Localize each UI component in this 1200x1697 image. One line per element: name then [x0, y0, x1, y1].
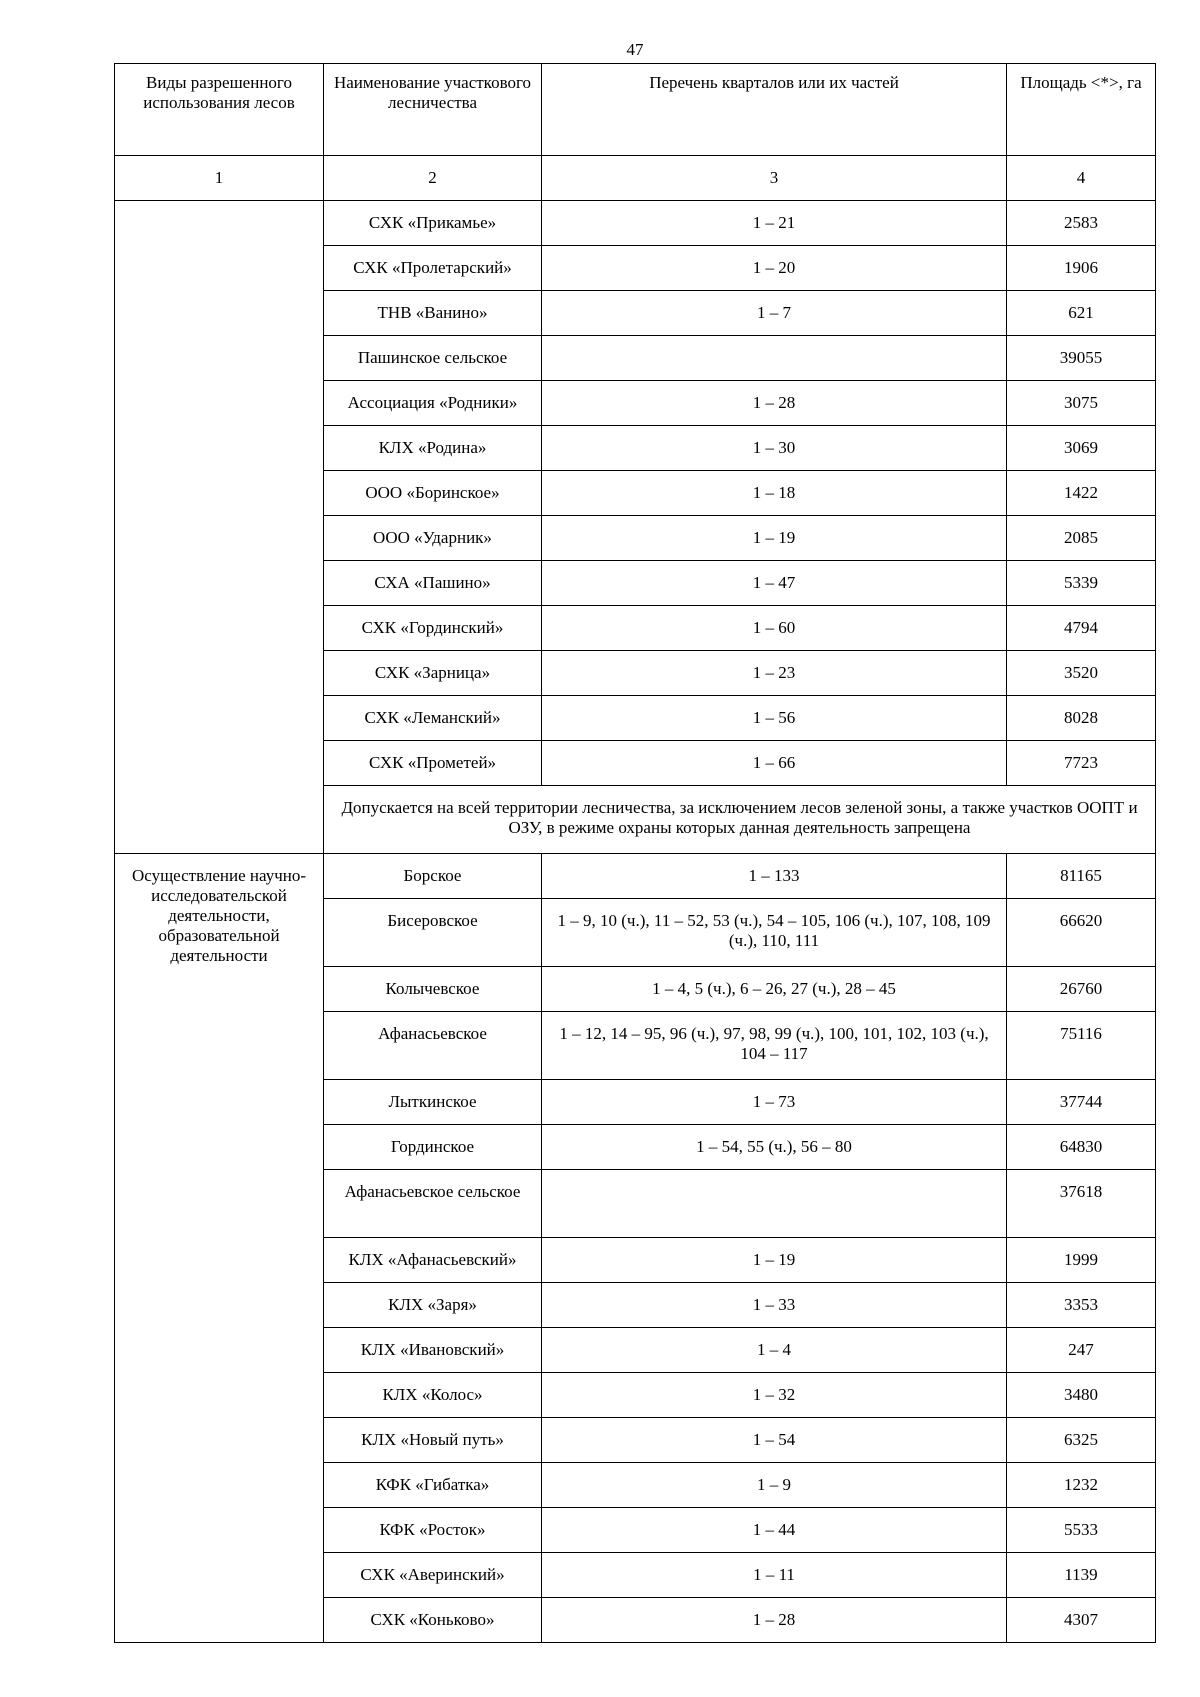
forestry-name-cell: СХК «Зарница»: [324, 651, 542, 696]
area-cell: 247: [1007, 1328, 1156, 1373]
table-row: [115, 854, 1156, 899]
quarters-cell: 1 – 7: [542, 291, 1007, 336]
table-row: [115, 201, 1156, 246]
quarters-cell: 1 – 30: [542, 426, 1007, 471]
quarters-cell: 1 – 12, 14 – 95, 96 (ч.), 97, 98, 99 (ч.), 100, 101, 102, 103 (ч.), 104 – 117: [542, 1012, 1007, 1080]
quarters-cell: 1 – 54: [542, 1418, 1007, 1463]
forestry-name-cell: СХА «Пашино»: [324, 561, 542, 606]
forestry-name-cell: СХК «Гординский»: [324, 606, 542, 651]
forestry-name-cell: СХК «Аверинский»: [324, 1553, 542, 1598]
quarters-cell: 1 – 23: [542, 651, 1007, 696]
forestry-name-cell: ООО «Ударник»: [324, 516, 542, 561]
area-cell: 2085: [1007, 516, 1156, 561]
quarters-cell: 1 – 18: [542, 471, 1007, 516]
area-cell: 1999: [1007, 1238, 1156, 1283]
forestry-name-cell: СХК «Коньково»: [324, 1598, 542, 1643]
kind-of-use-cell: Осуществление научно-исследовательской деятельности, образовательной деятельности: [115, 854, 324, 1643]
area-cell: 66620: [1007, 899, 1156, 967]
quarters-cell: 1 – 54, 55 (ч.), 56 – 80: [542, 1125, 1007, 1170]
area-cell: 37744: [1007, 1080, 1156, 1125]
quarters-cell: 1 – 19: [542, 1238, 1007, 1283]
forestry-name-cell: Ассоциация «Родники»: [324, 381, 542, 426]
quarters-cell: 1 – 11: [542, 1553, 1007, 1598]
area-cell: 1906: [1007, 246, 1156, 291]
area-cell: 1232: [1007, 1463, 1156, 1508]
forestry-name-cell: ООО «Боринское»: [324, 471, 542, 516]
quarters-cell: 1 – 66: [542, 741, 1007, 786]
quarters-cell: 1 – 9: [542, 1463, 1007, 1508]
quarters-cell: 1 – 21: [542, 201, 1007, 246]
header-quarters-list: Перечень кварталов или их частей: [542, 64, 1007, 156]
column-number: 3: [542, 156, 1007, 201]
area-cell: 7723: [1007, 741, 1156, 786]
forestry-name-cell: СХК «Пролетарский»: [324, 246, 542, 291]
area-cell: 3075: [1007, 381, 1156, 426]
restriction-note: Допускается на всей территории лесничества, за исключением лесов зеленой зоны, а также участков ООПТ и ОЗУ, в режиме охраны которых данная деятельность запрещена: [324, 786, 1156, 854]
table-header: [115, 64, 1156, 156]
quarters-cell: [542, 1170, 1007, 1238]
area-cell: 3353: [1007, 1283, 1156, 1328]
forestry-name-cell: Колычевское: [324, 967, 542, 1012]
area-cell: 6325: [1007, 1418, 1156, 1463]
area-cell: 37618: [1007, 1170, 1156, 1238]
area-cell: 39055: [1007, 336, 1156, 381]
quarters-cell: 1 – 9, 10 (ч.), 11 – 52, 53 (ч.), 54 – 105, 106 (ч.), 107, 108, 109 (ч.), 110, 111: [542, 899, 1007, 967]
forestry-name-cell: Борское: [324, 854, 542, 899]
page-number: 47: [626, 40, 644, 59]
column-number: 4: [1007, 156, 1156, 201]
kind-of-use-cell: [115, 201, 324, 854]
quarters-cell: 1 – 28: [542, 381, 1007, 426]
area-cell: 621: [1007, 291, 1156, 336]
forestry-name-cell: КЛХ «Заря»: [324, 1283, 542, 1328]
area-cell: 2583: [1007, 201, 1156, 246]
forestry-name-cell: СХК «Прикамье»: [324, 201, 542, 246]
quarters-cell: 1 – 4, 5 (ч.), 6 – 26, 27 (ч.), 28 – 45: [542, 967, 1007, 1012]
area-cell: 3480: [1007, 1373, 1156, 1418]
forestry-name-cell: Гординское: [324, 1125, 542, 1170]
header-kind-of-use: Виды разрешенного использования лесов: [115, 64, 324, 156]
forestry-name-cell: Афанасьевское: [324, 1012, 542, 1080]
quarters-cell: 1 – 32: [542, 1373, 1007, 1418]
header-area: Площадь <*>, га: [1007, 64, 1156, 156]
area-cell: 75116: [1007, 1012, 1156, 1080]
quarters-cell: 1 – 56: [542, 696, 1007, 741]
forestry-name-cell: КЛХ «Родина»: [324, 426, 542, 471]
area-cell: 26760: [1007, 967, 1156, 1012]
quarters-cell: 1 – 133: [542, 854, 1007, 899]
forestry-name-cell: КЛХ «Афанасьевский»: [324, 1238, 542, 1283]
area-cell: 8028: [1007, 696, 1156, 741]
quarters-cell: 1 – 28: [542, 1598, 1007, 1643]
area-cell: 3520: [1007, 651, 1156, 696]
forestry-name-cell: КЛХ «Колос»: [324, 1373, 542, 1418]
forestry-name-cell: КЛХ «Новый путь»: [324, 1418, 542, 1463]
forestry-name-cell: СХК «Прометей»: [324, 741, 542, 786]
column-number: 1: [115, 156, 324, 201]
forestry-name-cell: Афанасьевское сельское: [324, 1170, 542, 1238]
area-cell: 64830: [1007, 1125, 1156, 1170]
forestry-name-cell: Бисеровское: [324, 899, 542, 967]
forestry-name-cell: ТНВ «Ванино»: [324, 291, 542, 336]
forestry-name-cell: СХК «Леманский»: [324, 696, 542, 741]
area-cell: 3069: [1007, 426, 1156, 471]
quarters-cell: 1 – 33: [542, 1283, 1007, 1328]
forestry-name-cell: КЛХ «Ивановский»: [324, 1328, 542, 1373]
header-forestry-name: Наименование участкового лесничества: [324, 64, 542, 156]
forestry-name-cell: Пашинское сельское: [324, 336, 542, 381]
quarters-cell: 1 – 4: [542, 1328, 1007, 1373]
forest-use-table: [114, 63, 1156, 1643]
area-cell: 81165: [1007, 854, 1156, 899]
column-number: 2: [324, 156, 542, 201]
column-number-row: [115, 156, 1156, 201]
area-cell: 1139: [1007, 1553, 1156, 1598]
quarters-cell: 1 – 60: [542, 606, 1007, 651]
quarters-cell: [542, 336, 1007, 381]
forestry-name-cell: КФК «Росток»: [324, 1508, 542, 1553]
forestry-name-cell: Лыткинское: [324, 1080, 542, 1125]
table-body: [115, 156, 1156, 1643]
quarters-cell: 1 – 73: [542, 1080, 1007, 1125]
quarters-cell: 1 – 44: [542, 1508, 1007, 1553]
area-cell: 4794: [1007, 606, 1156, 651]
quarters-cell: 1 – 47: [542, 561, 1007, 606]
area-cell: 5533: [1007, 1508, 1156, 1553]
quarters-cell: 1 – 20: [542, 246, 1007, 291]
area-cell: 4307: [1007, 1598, 1156, 1643]
area-cell: 1422: [1007, 471, 1156, 516]
forestry-name-cell: КФК «Гибатка»: [324, 1463, 542, 1508]
area-cell: 5339: [1007, 561, 1156, 606]
quarters-cell: 1 – 19: [542, 516, 1007, 561]
